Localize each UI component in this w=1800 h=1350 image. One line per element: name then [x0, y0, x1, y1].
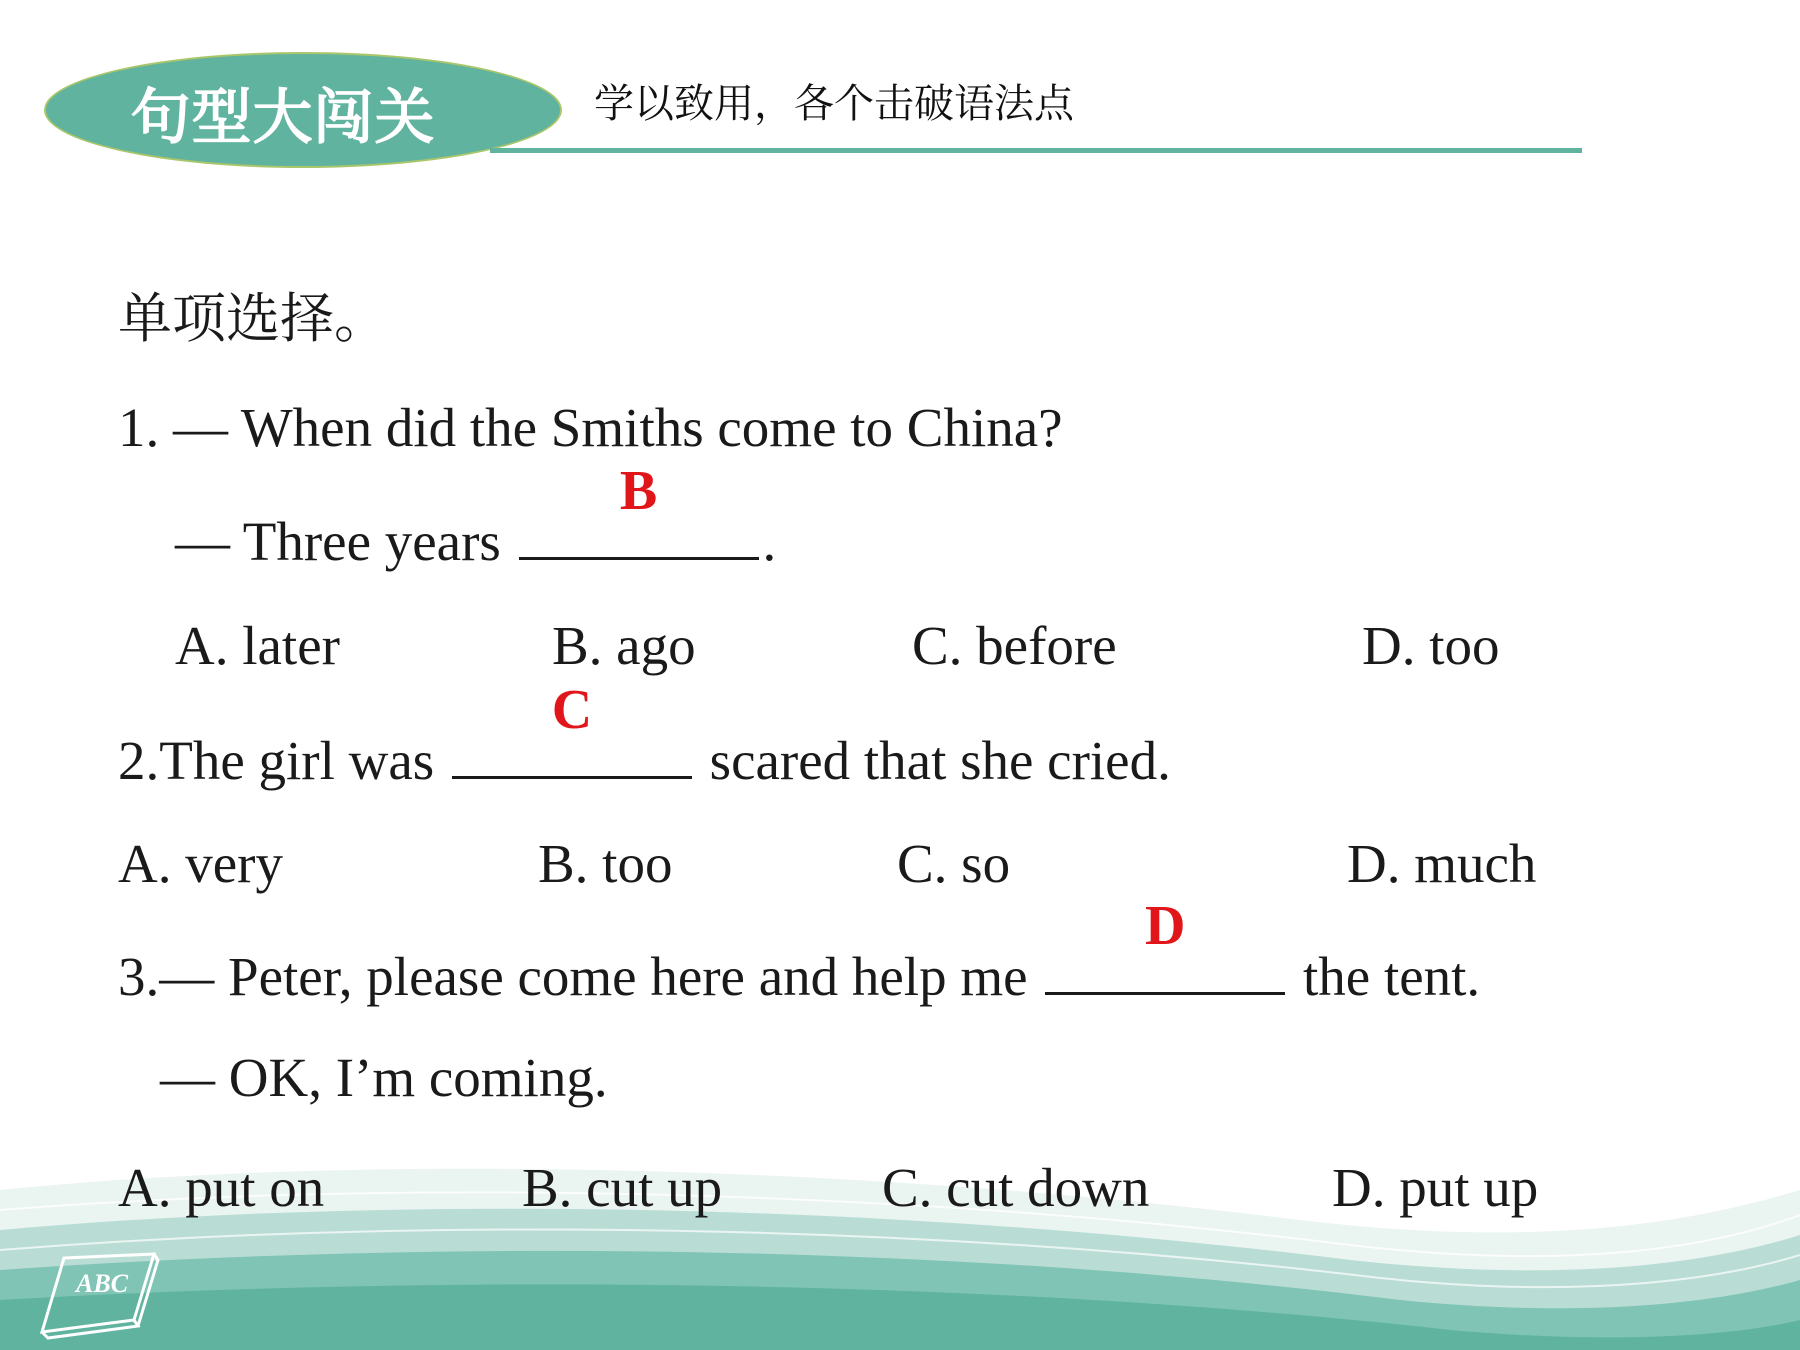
abc-book-icon: [34, 1250, 164, 1340]
question-1-line-1: 1. — When did the Smiths come to China?: [118, 397, 1063, 458]
question-3-option-c[interactable]: C. cut down: [882, 1157, 1150, 1218]
abc-book-label: ABC: [76, 1269, 129, 1298]
header-badge: [46, 54, 560, 166]
question-1-option-a[interactable]: A. later: [175, 615, 340, 676]
header-badge-title: 句型大闯关: [130, 83, 436, 153]
question-1-blank[interactable]: [519, 460, 759, 560]
question-2-option-a[interactable]: A. very: [118, 833, 283, 894]
question-2-blank[interactable]: [452, 679, 692, 779]
question-2-option-c[interactable]: C. so: [897, 833, 1011, 894]
question-1-prompt-before: — Three years: [175, 511, 515, 572]
question-1-option-d[interactable]: D. too: [1362, 615, 1500, 676]
section-title: 单项选择。: [118, 287, 388, 350]
question-3-option-d[interactable]: D. put up: [1332, 1157, 1539, 1218]
question-3-prompt-after: the tent.: [1289, 946, 1481, 1007]
question-2-prompt-before: 2.The girl was: [118, 730, 448, 791]
header-divider: [490, 148, 1582, 153]
question-3-line-1: [118, 895, 1481, 1007]
question-1-line-2: [175, 460, 777, 572]
question-3-line-2: — OK, I’m coming.: [160, 1047, 608, 1108]
question-3-answer: D: [1145, 895, 1186, 957]
question-1-prompt-after: .: [762, 511, 777, 572]
question-3-blank[interactable]: [1045, 895, 1285, 995]
question-2-line: [118, 679, 1171, 791]
question-1-option-b[interactable]: B. ago: [552, 615, 696, 676]
question-2-option-d[interactable]: D. much: [1347, 833, 1537, 894]
question-2-answer: C: [551, 679, 593, 741]
question-3-prompt-before: 3.— Peter, please come here and help me: [118, 946, 1042, 1007]
question-3-option-b[interactable]: B. cut up: [522, 1157, 723, 1218]
question-2-option-b[interactable]: B. too: [538, 833, 673, 894]
question-2-prompt-after: scared that she cried.: [695, 730, 1171, 791]
question-3-option-a[interactable]: A. put on: [118, 1157, 325, 1218]
question-1-answer: B: [619, 460, 658, 522]
question-1-option-c[interactable]: C. before: [912, 615, 1117, 676]
header-subtitle: 学以致用，各个击破语法点: [594, 81, 1074, 127]
